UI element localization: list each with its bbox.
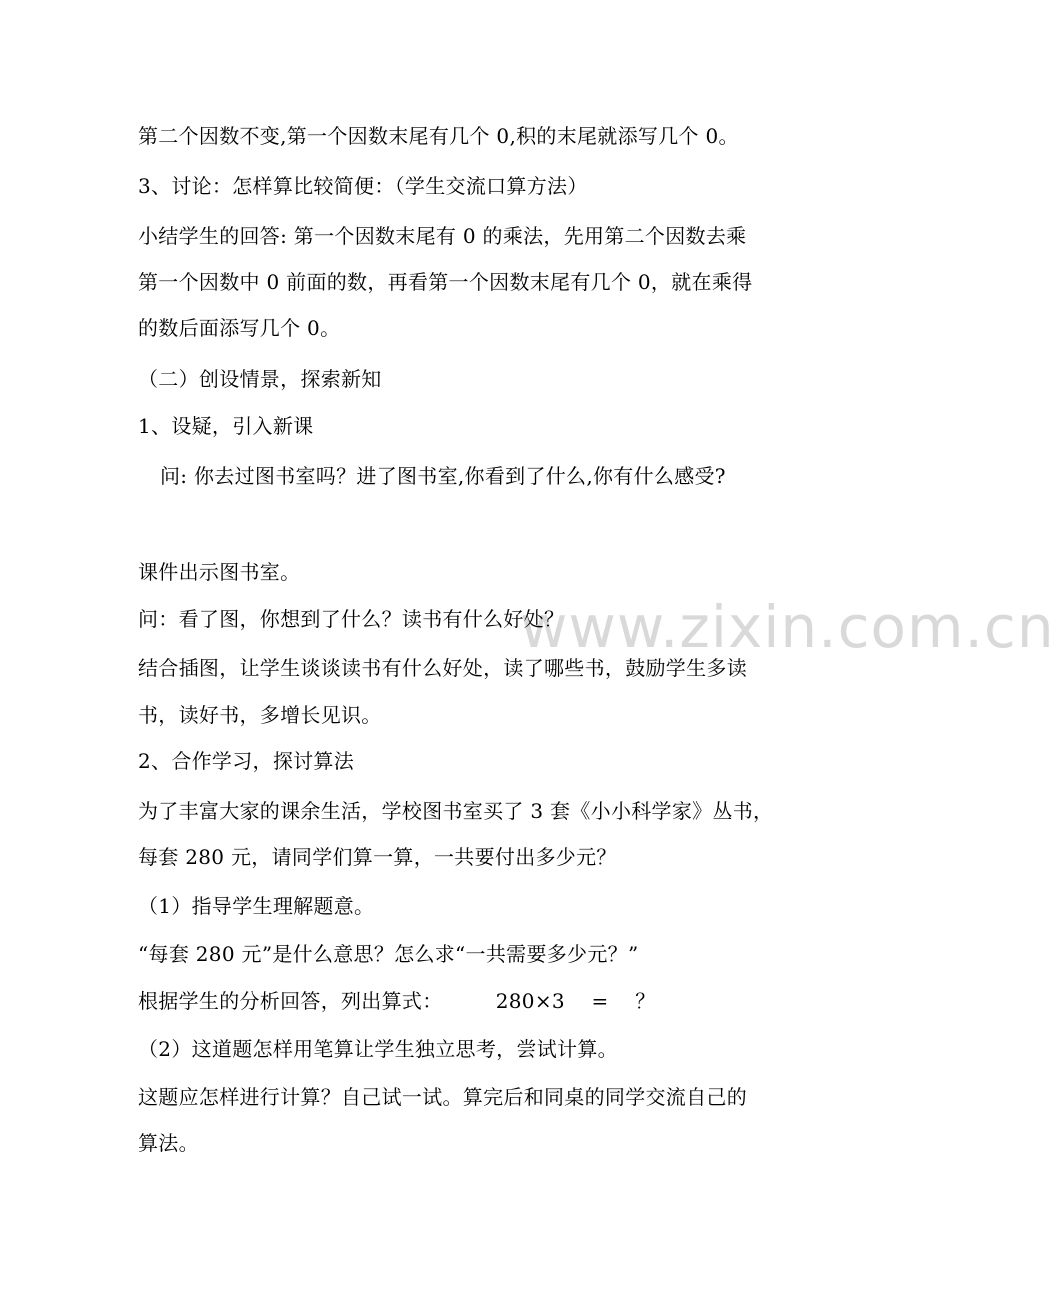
text-line-4: 第一个因数中 0 前面的数，再看第一个因数末尾有几个 0，就在乘得 xyxy=(138,270,753,294)
text-line-17: “每套 280 元”是什么意思？怎么求“一共需要多少元？” xyxy=(138,942,639,966)
watermark: www.zixin.com.cn xyxy=(520,593,1055,661)
text-line-2: 3、讨论：怎样算比较简便：（学生交流口算方法） xyxy=(138,174,588,198)
text-line-14: 为了丰富大家的课余生活，学校图书室买了 3 套《小小科学家》丛书， xyxy=(138,799,774,823)
text-line-19: （2）这道题怎样用笔算让学生独立思考，尝试计算。 xyxy=(138,1037,618,1061)
subheading-2: 2、合作学习，探讨算法 xyxy=(138,749,355,773)
text-line-question-1: 问: 你去过图书室吗？进了图书室,你看到了什么,你有什么感受? xyxy=(160,464,726,488)
text-line-21: 算法。 xyxy=(138,1131,199,1155)
subheading-1: 1、设疑，引入新课 xyxy=(138,414,314,438)
text-line-12: 书，读好书，多增长见识。 xyxy=(138,703,382,727)
text-line-9: 课件出示图书室。 xyxy=(138,560,301,584)
text-line-16: （1）指导学生理解题意。 xyxy=(138,894,375,918)
text-line-15: 每套 280 元，请同学们算一算，一共要付出多少元？ xyxy=(138,845,617,869)
text-line-20: 这题应怎样进行计算？自己试一试。算完后和同桌的同学交流自己的 xyxy=(138,1085,747,1109)
text-line-10: 问：看了图，你想到了什么？读书有什么好处？ xyxy=(138,607,565,631)
text-line-11: 结合插图，让学生谈谈读书有什么好处，读了哪些书，鼓励学生多读 xyxy=(138,656,747,680)
text-line-formula: 根据学生的分析回答，列出算式： 280×3 = ？ xyxy=(138,989,656,1013)
text-line-5: 的数后面添写几个 0。 xyxy=(138,316,341,340)
text-line-1: 第二个因数不变,第一个因数末尾有几个 0,积的末尾就添写几个 0。 xyxy=(138,124,739,148)
section-heading-2: （二）创设情景，探索新知 xyxy=(138,367,382,391)
text-line-3: 小结学生的回答: 第一个因数末尾有 0 的乘法，先用第二个因数去乘 xyxy=(138,224,747,248)
